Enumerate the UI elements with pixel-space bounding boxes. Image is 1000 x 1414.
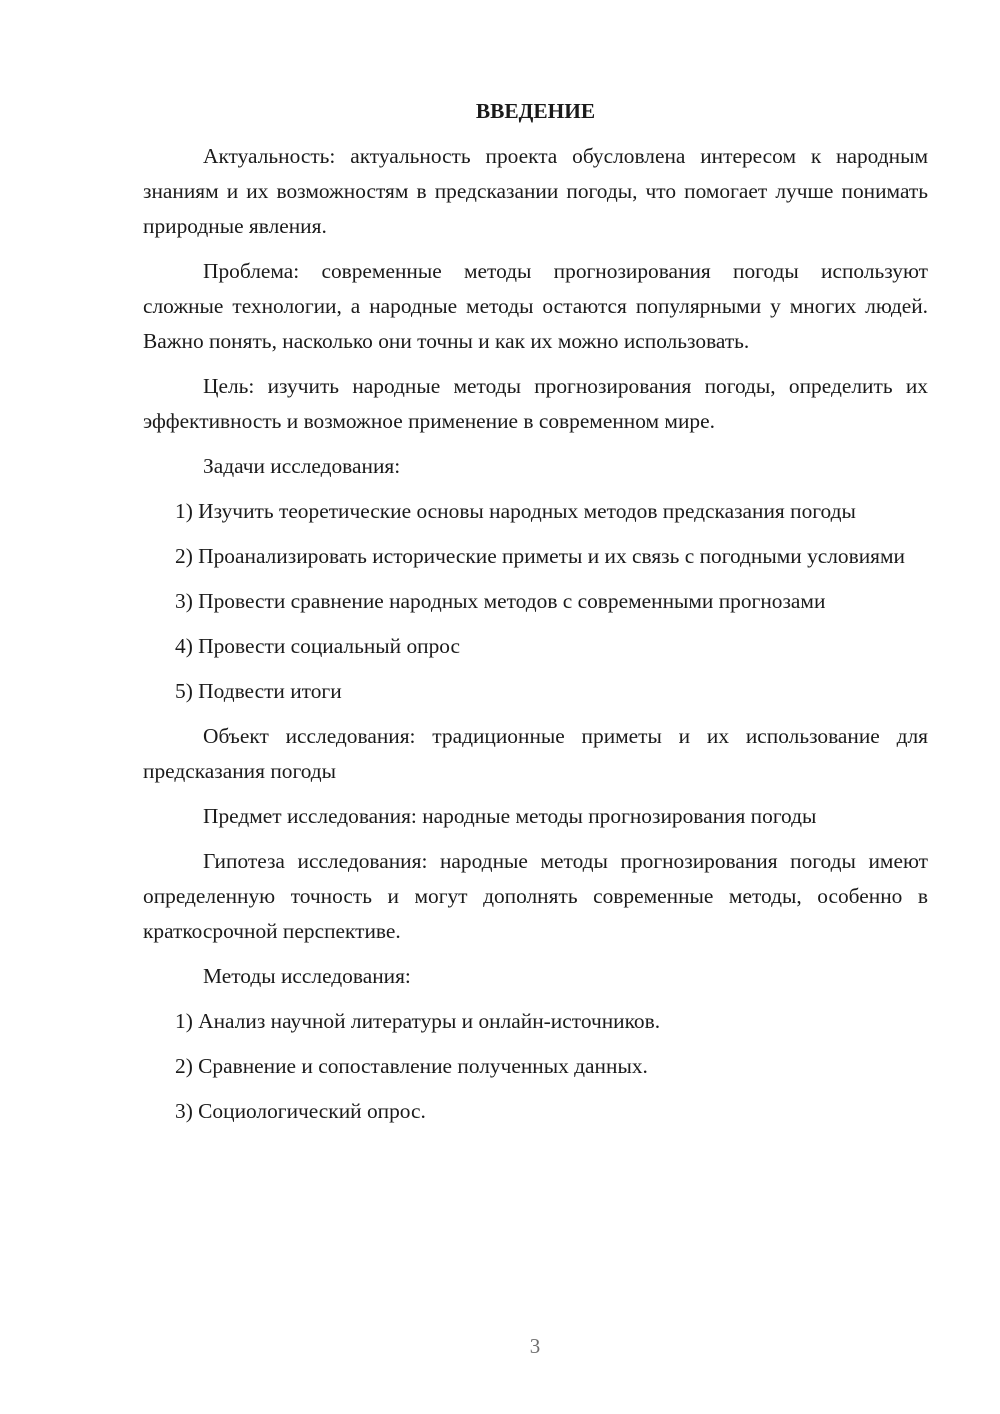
relevance-paragraph: Актуальность: актуальность проекта обусловлена интересом к народным знаниям и их возможностям в предсказании погоды, что помогает лучше понимать природные явления. [143,144,928,238]
task-item-4: 4) Провести социальный опрос [175,634,461,658]
object-paragraph: Объект исследования: традиционные приметы и их использование для предсказания погоды [143,724,928,783]
hypothesis-paragraph: Гипотеза исследования: народные методы прогнозирования погоды имеют определенную точность и могут дополнять современные методы, особенно в краткосрочной перспективе. [143,849,928,943]
document-page [143,94,928,1139]
method-item-3: 3) Социологический опрос. [175,1099,426,1123]
method-item-1: 1) Анализ научной литературы и онлайн-источников. [175,1009,661,1033]
task-item-2: 2) Проанализировать исторические приметы и их связь с погодными условиями [175,544,905,568]
task-item-5: 5) Подвести итоги [175,679,342,703]
subject-paragraph: Предмет исследования: народные методы прогнозирования погоды [203,804,817,828]
page-number: 3 [529,1334,541,1358]
task-item-3: 3) Провести сравнение народных методов с современными прогнозами [175,589,826,613]
tasks-heading: Задачи исследования: [203,454,401,478]
task-item-1: 1) Изучить теоретические основы народных методов предсказания погоды [175,499,856,523]
section-title: ВВЕДЕНИЕ [475,99,596,123]
method-item-2: 2) Сравнение и сопоставление полученных данных. [175,1054,648,1078]
methods-heading: Методы исследования: [203,964,411,988]
goal-paragraph: Цель: изучить народные методы прогнозирования погоды, определить их эффективность и возможное применение в современном мире. [143,374,928,433]
problem-paragraph: Проблема: современные методы прогнозирования погоды используют сложные технологии, а народные методы остаются популярными у многих людей. Важно понять, насколько они точны и как их можно использовать. [143,259,928,353]
